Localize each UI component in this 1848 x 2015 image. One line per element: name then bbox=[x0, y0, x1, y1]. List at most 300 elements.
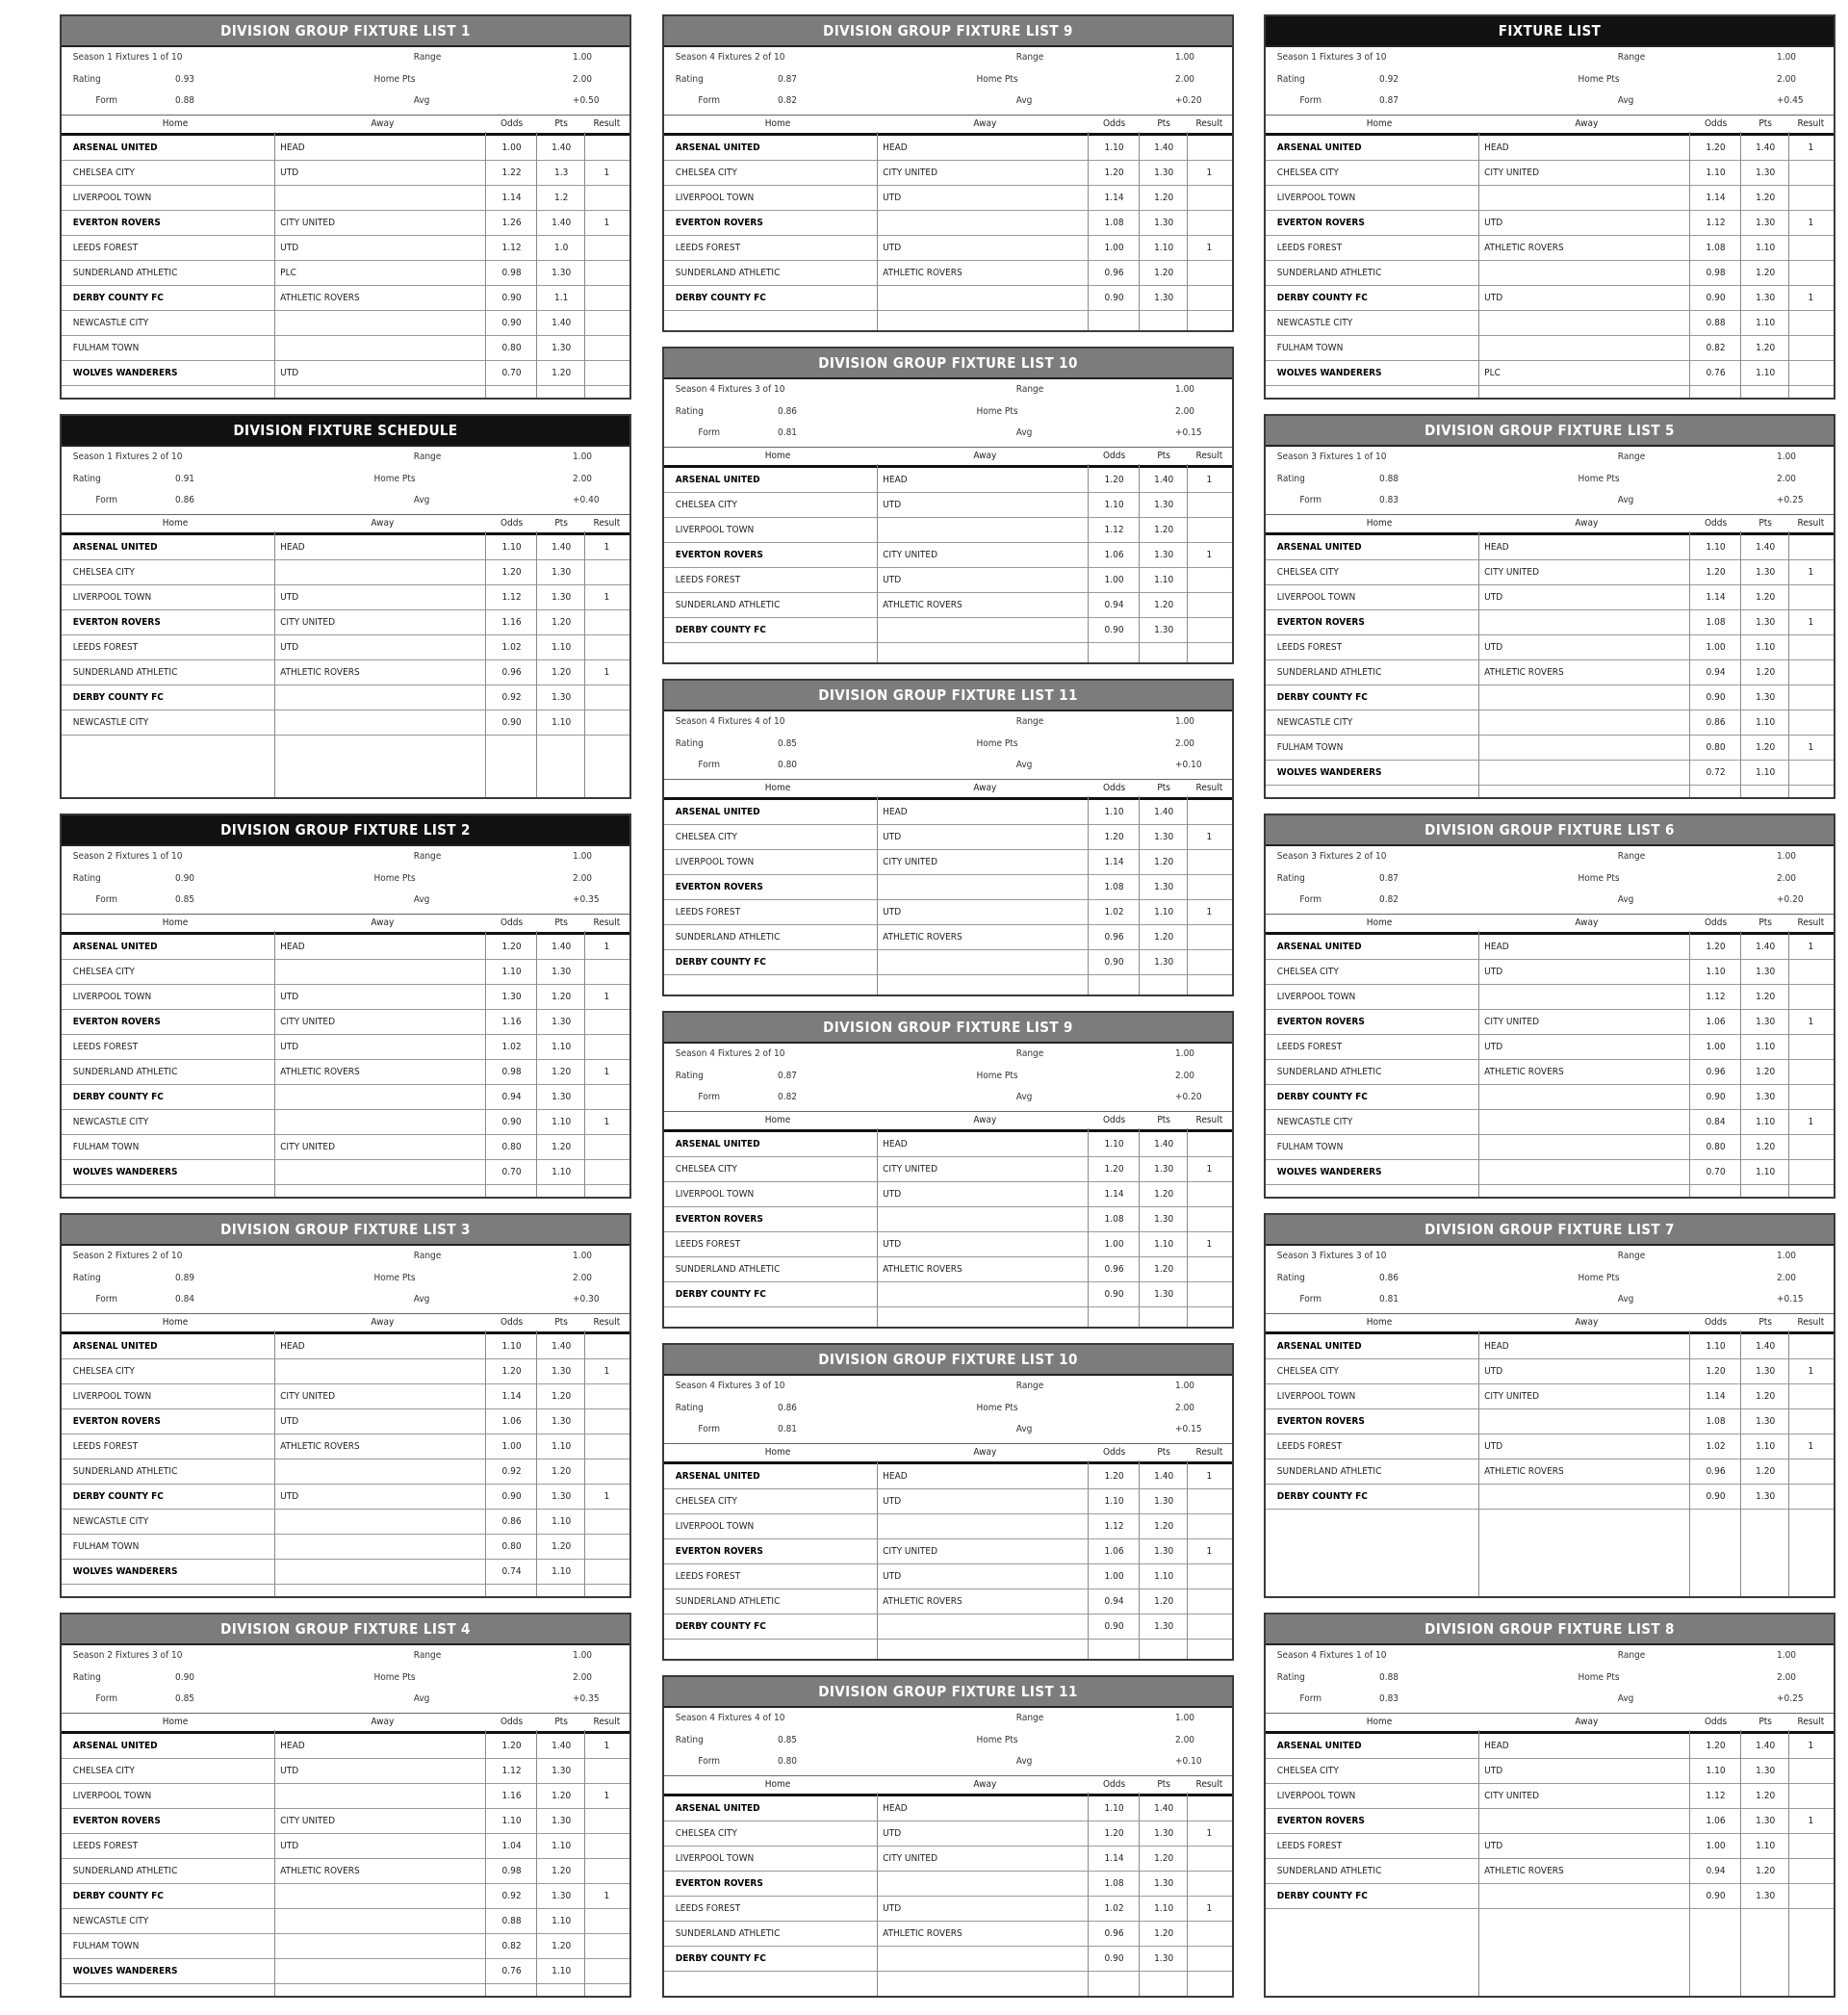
table-cell: 1.12 bbox=[501, 592, 522, 603]
table-cell: LEEDS FOREST bbox=[1276, 1841, 1343, 1851]
table-cell: SUNDERLAND ATHLETIC bbox=[675, 600, 781, 610]
table-cell: 1 bbox=[1206, 168, 1213, 178]
meta-field: Season 1 Fixtures 3 of 10 bbox=[1276, 51, 1387, 63]
table-cell: 1.02 bbox=[1104, 907, 1124, 917]
meta-field: Season 2 Fixtures 3 of 10 bbox=[72, 1649, 183, 1661]
table-cell: 1 bbox=[1206, 1164, 1213, 1175]
table-cell: EVERTON ROVERS bbox=[72, 218, 161, 228]
meta-field: Rating bbox=[1276, 872, 1305, 884]
column-divider bbox=[1740, 931, 1741, 1197]
table-cell: CHELSEA CITY bbox=[1276, 1766, 1339, 1776]
table-cell: 1.30 bbox=[1154, 1953, 1174, 1964]
table-row bbox=[664, 136, 1232, 161]
column-header: Result bbox=[1195, 118, 1223, 129]
table-cell: ATHLETIC ROVERS bbox=[280, 667, 360, 678]
table-row bbox=[664, 1464, 1232, 1489]
table-row bbox=[664, 493, 1232, 518]
table-cell: 1.06 bbox=[1706, 1816, 1726, 1826]
column-divider bbox=[274, 1730, 275, 1996]
table-row bbox=[1266, 635, 1834, 660]
table-row bbox=[1266, 585, 1834, 610]
table-cell: UTD bbox=[280, 1042, 299, 1052]
table-cell: 1 bbox=[1808, 1741, 1814, 1751]
table-cell: DERBY COUNTY FC bbox=[1276, 293, 1368, 303]
meta-field: 1.00 bbox=[1175, 715, 1195, 727]
card-title: DIVISION GROUP FIXTURE LIST 3 bbox=[62, 1215, 629, 1246]
table-cell: CITY UNITED bbox=[280, 1017, 335, 1027]
table-cell: 1.10 bbox=[1756, 1042, 1776, 1052]
card-title: FIXTURE LIST bbox=[1266, 16, 1834, 47]
column-divider bbox=[1740, 531, 1741, 797]
table-cell: CHELSEA CITY bbox=[1276, 967, 1339, 977]
table-cell: SUNDERLAND ATHLETIC bbox=[1276, 667, 1382, 678]
column-divider bbox=[1088, 464, 1089, 662]
meta-field: Season 4 Fixtures 1 of 10 bbox=[1276, 1649, 1387, 1661]
table-row bbox=[664, 1922, 1232, 1947]
table-row bbox=[1266, 1485, 1834, 1510]
column-header: Pts bbox=[1758, 1317, 1772, 1328]
table-cell: LIVERPOOL TOWN bbox=[72, 1391, 152, 1402]
table-cell: 1.20 bbox=[1154, 932, 1174, 943]
column-divider bbox=[1187, 132, 1188, 330]
column-header: Away bbox=[371, 518, 395, 529]
table-cell: 1.20 bbox=[1756, 742, 1776, 753]
meta-field: Home Pts bbox=[976, 1402, 1018, 1413]
table-row bbox=[1266, 1359, 1834, 1384]
column-header: Result bbox=[593, 518, 621, 529]
table-cell: 1.10 bbox=[552, 1841, 572, 1851]
table-cell: ATHLETIC ROVERS bbox=[280, 293, 360, 303]
column-header: Away bbox=[1575, 518, 1599, 529]
table-row bbox=[1266, 1384, 1834, 1409]
table-row bbox=[62, 685, 629, 710]
meta-field: Avg bbox=[1015, 760, 1033, 770]
table-row bbox=[1266, 985, 1834, 1010]
meta-field: Form bbox=[1299, 1294, 1322, 1305]
fixture-card bbox=[60, 14, 631, 400]
column-divider bbox=[1187, 1793, 1188, 1996]
table-cell: 1.20 bbox=[552, 1941, 572, 1951]
table-row bbox=[1266, 560, 1834, 585]
column-header: Away bbox=[973, 451, 997, 461]
fixture-rows bbox=[62, 535, 629, 736]
table-cell: HEAD bbox=[883, 807, 908, 817]
table-cell: CHELSEA CITY bbox=[675, 168, 737, 178]
table-cell: 1.20 bbox=[1706, 942, 1726, 952]
table-cell: ARSENAL UNITED bbox=[675, 475, 760, 485]
table-cell: LEEDS FOREST bbox=[1276, 642, 1343, 653]
column-header: Away bbox=[973, 1779, 997, 1790]
column-header: Result bbox=[1797, 1317, 1825, 1328]
table-cell: LIVERPOOL TOWN bbox=[675, 1189, 755, 1200]
meta-field: Avg bbox=[1015, 1424, 1033, 1434]
meta-field: Home Pts bbox=[1578, 1272, 1620, 1283]
table-cell: LIVERPOOL TOWN bbox=[1276, 1791, 1356, 1801]
table-cell: EVERTON ROVERS bbox=[72, 1416, 161, 1427]
column-divider bbox=[1088, 132, 1089, 330]
column-header: Away bbox=[1575, 917, 1599, 928]
table-cell: 1.20 bbox=[552, 368, 572, 378]
column-header: Pts bbox=[554, 917, 568, 928]
table-cell: SUNDERLAND ATHLETIC bbox=[675, 1264, 781, 1275]
table-cell: 1.20 bbox=[501, 942, 522, 952]
table-row bbox=[1266, 1734, 1834, 1759]
table-cell: 0.70 bbox=[501, 368, 522, 378]
meta-field: 1.00 bbox=[1175, 383, 1195, 395]
table-cell: 1.10 bbox=[1154, 1239, 1174, 1250]
meta-field: 2.00 bbox=[573, 73, 593, 85]
meta-field: Home Pts bbox=[1578, 1671, 1620, 1683]
table-cell: DERBY COUNTY FC bbox=[675, 293, 766, 303]
table-row bbox=[62, 161, 629, 186]
table-cell: 1.20 bbox=[1154, 1853, 1174, 1864]
meta-field: 0.89 bbox=[175, 1272, 195, 1283]
table-cell: 1.20 bbox=[1756, 193, 1776, 203]
column-header: Odds bbox=[500, 118, 524, 129]
fixture-card bbox=[662, 1675, 1234, 1998]
meta-field: Form bbox=[95, 1693, 117, 1704]
table-cell: UTD bbox=[1484, 1441, 1503, 1452]
table-cell: 1.00 bbox=[1706, 642, 1726, 653]
fixture-card bbox=[60, 1213, 631, 1598]
column-header: Pts bbox=[1157, 118, 1170, 129]
table-cell: 1.10 bbox=[1104, 1139, 1124, 1150]
card-meta bbox=[664, 711, 1232, 780]
table-cell: 0.90 bbox=[1104, 1953, 1124, 1964]
table-cell: 1.20 bbox=[1756, 592, 1776, 603]
table-row bbox=[664, 1589, 1232, 1615]
table-cell: 1.20 bbox=[1756, 1391, 1776, 1402]
table-cell: 1.02 bbox=[1706, 1441, 1726, 1452]
table-row bbox=[62, 1010, 629, 1035]
meta-field: Range bbox=[1617, 451, 1646, 462]
table-row bbox=[62, 1510, 629, 1535]
table-cell: 1.20 bbox=[552, 1541, 572, 1552]
table-cell: 1 bbox=[1808, 1366, 1814, 1377]
table-cell: 0.96 bbox=[1104, 1264, 1124, 1275]
meta-field: Season 4 Fixtures 4 of 10 bbox=[675, 1712, 785, 1723]
table-cell: 0.90 bbox=[1104, 1289, 1124, 1300]
column-header: Pts bbox=[554, 118, 568, 129]
table-cell: 1.30 bbox=[1154, 882, 1174, 892]
table-cell: 1.40 bbox=[1154, 1471, 1174, 1482]
table-row bbox=[664, 1847, 1232, 1872]
meta-field: 0.90 bbox=[175, 1671, 195, 1683]
column-divider bbox=[1788, 1730, 1789, 1996]
card-meta bbox=[1266, 1645, 1834, 1714]
table-cell: HEAD bbox=[1484, 542, 1509, 553]
table-row bbox=[664, 1564, 1232, 1589]
table-cell: EVERTON ROVERS bbox=[1276, 617, 1365, 628]
meta-field: 0.86 bbox=[175, 495, 195, 505]
table-cell: 1.20 bbox=[1104, 1471, 1124, 1482]
table-cell: 0.80 bbox=[501, 1142, 522, 1152]
table-cell: 1.20 bbox=[552, 617, 572, 628]
table-cell: 1.30 bbox=[552, 592, 572, 603]
table-cell: 1.12 bbox=[1104, 525, 1124, 535]
table-cell: 1.10 bbox=[1104, 500, 1124, 510]
table-cell: ARSENAL UNITED bbox=[675, 1139, 760, 1150]
table-cell: LEEDS FOREST bbox=[675, 575, 741, 585]
table-cell: 1.08 bbox=[1706, 617, 1726, 628]
meta-field: Avg bbox=[1617, 1693, 1634, 1704]
meta-field: 0.88 bbox=[1379, 473, 1399, 484]
column-headers bbox=[1266, 1714, 1834, 1734]
column-header: Odds bbox=[1102, 1115, 1126, 1125]
card-title: DIVISION GROUP FIXTURE LIST 9 bbox=[664, 1013, 1232, 1044]
table-row bbox=[664, 618, 1232, 643]
table-row bbox=[664, 1157, 1232, 1182]
table-cell: LIVERPOOL TOWN bbox=[1276, 592, 1356, 603]
table-cell: 1.20 bbox=[501, 1366, 522, 1377]
fixture-rows bbox=[1266, 535, 1834, 786]
table-cell: 1.20 bbox=[552, 667, 572, 678]
table-cell: UTD bbox=[1484, 967, 1503, 977]
table-row bbox=[1266, 1759, 1834, 1784]
meta-field: 2.00 bbox=[1175, 737, 1195, 749]
meta-field: Rating bbox=[675, 1402, 704, 1413]
table-row bbox=[664, 1821, 1232, 1847]
card-title: DIVISION GROUP FIXTURE LIST 7 bbox=[1266, 1215, 1834, 1246]
table-cell: CITY UNITED bbox=[883, 1164, 937, 1175]
table-cell: 1 bbox=[1206, 1546, 1213, 1557]
table-cell: 1.10 bbox=[1756, 368, 1776, 378]
column-header: Pts bbox=[1758, 118, 1772, 129]
card-title: DIVISION GROUP FIXTURE LIST 8 bbox=[1266, 1615, 1834, 1645]
table-cell: 1.30 bbox=[1756, 967, 1776, 977]
table-cell: EVERTON ROVERS bbox=[675, 1878, 763, 1889]
table-cell: LIVERPOOL TOWN bbox=[72, 592, 152, 603]
table-row bbox=[664, 825, 1232, 850]
table-cell: UTD bbox=[1484, 218, 1503, 228]
meta-field: 0.83 bbox=[1379, 495, 1399, 505]
table-cell: ARSENAL UNITED bbox=[72, 1341, 158, 1352]
column-header: Odds bbox=[1704, 118, 1728, 129]
table-cell: 1.0 bbox=[554, 243, 569, 253]
table-cell: 1 bbox=[1808, 1441, 1814, 1452]
meta-field: 1.00 bbox=[1777, 451, 1797, 462]
table-cell: UTD bbox=[883, 1903, 902, 1914]
table-cell: 1.12 bbox=[1706, 218, 1726, 228]
column-headers bbox=[62, 116, 629, 136]
table-cell: 0.74 bbox=[501, 1566, 522, 1577]
meta-field: +0.15 bbox=[1777, 1294, 1804, 1305]
table-cell: 1.16 bbox=[501, 617, 522, 628]
table-cell: 1.20 bbox=[501, 1741, 522, 1751]
table-cell: 1.30 bbox=[1756, 567, 1776, 578]
table-cell: 0.86 bbox=[501, 1516, 522, 1527]
column-divider bbox=[1187, 464, 1188, 662]
table-cell: LEEDS FOREST bbox=[675, 907, 741, 917]
table-cell: 0.70 bbox=[1706, 1167, 1726, 1177]
table-cell: 0.72 bbox=[1706, 767, 1726, 778]
column-divider bbox=[1088, 1793, 1089, 1996]
table-cell: UTD bbox=[1484, 1841, 1503, 1851]
table-cell: 1 bbox=[1808, 567, 1814, 578]
table-cell: 1.30 bbox=[1154, 1621, 1174, 1632]
table-cell: 0.80 bbox=[501, 343, 522, 353]
table-cell: 1.40 bbox=[552, 142, 572, 153]
table-cell: EVERTON ROVERS bbox=[675, 1546, 763, 1557]
table-cell: 0.90 bbox=[1104, 957, 1124, 968]
column-headers bbox=[1266, 116, 1834, 136]
table-cell: UTD bbox=[280, 642, 299, 653]
table-cell: 1.10 bbox=[552, 1966, 572, 1976]
table-row bbox=[62, 1434, 629, 1460]
table-cell: LEEDS FOREST bbox=[675, 1903, 741, 1914]
table-cell: CITY UNITED bbox=[280, 218, 335, 228]
table-cell: LIVERPOOL TOWN bbox=[1276, 992, 1356, 1002]
table-cell: 1.00 bbox=[1104, 243, 1124, 253]
table-cell: HEAD bbox=[1484, 942, 1509, 952]
column-divider bbox=[1187, 1128, 1188, 1327]
meta-field: +0.10 bbox=[1175, 1756, 1202, 1767]
table-cell: LEEDS FOREST bbox=[72, 1841, 139, 1851]
table-cell: 1.10 bbox=[501, 967, 522, 977]
table-cell: 0.96 bbox=[1706, 1466, 1726, 1477]
meta-field: Home Pts bbox=[373, 1272, 416, 1283]
fixture-card bbox=[662, 1343, 1234, 1661]
table-cell: 1 bbox=[1808, 942, 1814, 952]
table-cell: 1.30 bbox=[552, 1891, 572, 1901]
table-cell: CHELSEA CITY bbox=[1276, 1366, 1339, 1377]
meta-field: Form bbox=[698, 1424, 720, 1434]
meta-field: 1.00 bbox=[1777, 51, 1797, 63]
meta-field: Range bbox=[1015, 1380, 1044, 1391]
table-cell: 1 bbox=[1206, 907, 1213, 917]
meta-field: Rating bbox=[72, 1272, 101, 1283]
column-divider bbox=[584, 1730, 585, 1996]
table-cell: ATHLETIC ROVERS bbox=[883, 1596, 962, 1607]
table-cell: 1 bbox=[1808, 1816, 1814, 1826]
column-header: Pts bbox=[1157, 1115, 1170, 1125]
table-cell: 1 bbox=[1206, 832, 1213, 842]
column-divider bbox=[274, 132, 275, 398]
table-cell: NEWCASTLE CITY bbox=[72, 1516, 149, 1527]
table-row bbox=[62, 710, 629, 736]
table-row bbox=[664, 518, 1232, 543]
table-cell: UTD bbox=[883, 1828, 902, 1839]
meta-field: 0.88 bbox=[175, 95, 195, 106]
table-cell: 0.90 bbox=[1706, 293, 1726, 303]
table-cell: 0.98 bbox=[501, 1067, 522, 1077]
table-cell: 0.94 bbox=[1104, 600, 1124, 610]
table-cell: 1 bbox=[603, 218, 610, 228]
table-cell: 1.00 bbox=[1104, 1239, 1124, 1250]
table-cell: HEAD bbox=[1484, 1341, 1509, 1352]
table-cell: 1 bbox=[1206, 1903, 1213, 1914]
table-row bbox=[664, 211, 1232, 236]
table-cell: 1.20 bbox=[552, 1791, 572, 1801]
table-cell: LEEDS FOREST bbox=[675, 243, 741, 253]
table-cell: 1.30 bbox=[552, 567, 572, 578]
column-header: Pts bbox=[1758, 1717, 1772, 1727]
table-cell: 1.30 bbox=[1756, 1416, 1776, 1427]
table-row bbox=[62, 1035, 629, 1060]
table-cell: SUNDERLAND ATHLETIC bbox=[1276, 1866, 1382, 1876]
table-cell: LEEDS FOREST bbox=[72, 1042, 139, 1052]
table-cell: 1.40 bbox=[1154, 475, 1174, 485]
meta-field: Rating bbox=[675, 73, 704, 85]
column-header: Result bbox=[1797, 917, 1825, 928]
meta-field: Form bbox=[698, 1756, 720, 1767]
table-cell: 1.20 bbox=[552, 992, 572, 1002]
table-cell: HEAD bbox=[1484, 1741, 1509, 1751]
table-cell: 1.14 bbox=[501, 193, 522, 203]
table-cell: LIVERPOOL TOWN bbox=[72, 992, 152, 1002]
table-cell: 1.1 bbox=[554, 293, 569, 303]
table-cell: 1.20 bbox=[552, 1142, 572, 1152]
meta-field: 0.85 bbox=[175, 1693, 195, 1704]
table-row bbox=[62, 935, 629, 960]
table-cell: FULHAM TOWN bbox=[1276, 343, 1344, 353]
column-divider bbox=[536, 1730, 537, 1996]
column-header: Odds bbox=[1102, 1779, 1126, 1790]
meta-field: 0.87 bbox=[778, 73, 798, 85]
column-header: Result bbox=[1797, 518, 1825, 529]
meta-field: 2.00 bbox=[573, 1272, 593, 1283]
column-divider bbox=[485, 1730, 486, 1996]
table-row bbox=[1266, 336, 1834, 361]
table-cell: 0.80 bbox=[1706, 1142, 1726, 1152]
table-cell: 1.08 bbox=[1104, 882, 1124, 892]
column-divider bbox=[1788, 132, 1789, 398]
table-cell: UTD bbox=[883, 907, 902, 917]
fixture-rows bbox=[1266, 1734, 1834, 1909]
table-cell: 1.06 bbox=[1706, 1017, 1726, 1027]
table-cell: EVERTON ROVERS bbox=[72, 1017, 161, 1027]
meta-field: +0.15 bbox=[1175, 1424, 1202, 1434]
table-cell: 0.82 bbox=[1706, 343, 1726, 353]
table-cell: EVERTON ROVERS bbox=[1276, 1017, 1365, 1027]
column-divider bbox=[1139, 1793, 1140, 1996]
table-cell: 1 bbox=[1808, 742, 1814, 753]
table-row bbox=[664, 1615, 1232, 1640]
column-header: Home bbox=[764, 783, 791, 793]
table-row bbox=[62, 1834, 629, 1859]
table-cell: 1.30 bbox=[1756, 1891, 1776, 1901]
table-cell: ARSENAL UNITED bbox=[72, 1741, 158, 1751]
table-cell: 1 bbox=[1206, 243, 1213, 253]
table-cell: ATHLETIC ROVERS bbox=[280, 1067, 360, 1077]
table-cell: 1.30 bbox=[1154, 1214, 1174, 1225]
table-cell: 0.94 bbox=[1706, 667, 1726, 678]
meta-field: 0.92 bbox=[1379, 73, 1399, 85]
table-cell: 1.10 bbox=[501, 542, 522, 553]
table-cell: 1.20 bbox=[1756, 1142, 1776, 1152]
table-cell: EVERTON ROVERS bbox=[675, 550, 763, 560]
table-cell: 1.30 bbox=[552, 1366, 572, 1377]
table-cell: 1 bbox=[603, 1791, 610, 1801]
table-cell: ATHLETIC ROVERS bbox=[883, 600, 962, 610]
table-cell: UTD bbox=[883, 193, 902, 203]
table-cell: 0.82 bbox=[501, 1941, 522, 1951]
meta-field: Season 4 Fixtures 3 of 10 bbox=[675, 1380, 785, 1391]
table-row bbox=[1266, 1135, 1834, 1160]
table-cell: ATHLETIC ROVERS bbox=[883, 268, 962, 278]
table-row bbox=[1266, 236, 1834, 261]
column-header: Home bbox=[764, 118, 791, 129]
table-cell: 1.20 bbox=[1756, 1466, 1776, 1477]
column-header: Odds bbox=[1704, 518, 1728, 529]
fixture-rows bbox=[664, 1796, 1232, 1972]
table-cell: HEAD bbox=[883, 1471, 908, 1482]
meta-field: 1.00 bbox=[573, 451, 593, 462]
meta-field: Avg bbox=[413, 1693, 430, 1704]
table-cell: ARSENAL UNITED bbox=[1276, 142, 1362, 153]
meta-field: Avg bbox=[1015, 95, 1033, 106]
card-title: DIVISION GROUP FIXTURE LIST 10 bbox=[664, 1345, 1232, 1376]
